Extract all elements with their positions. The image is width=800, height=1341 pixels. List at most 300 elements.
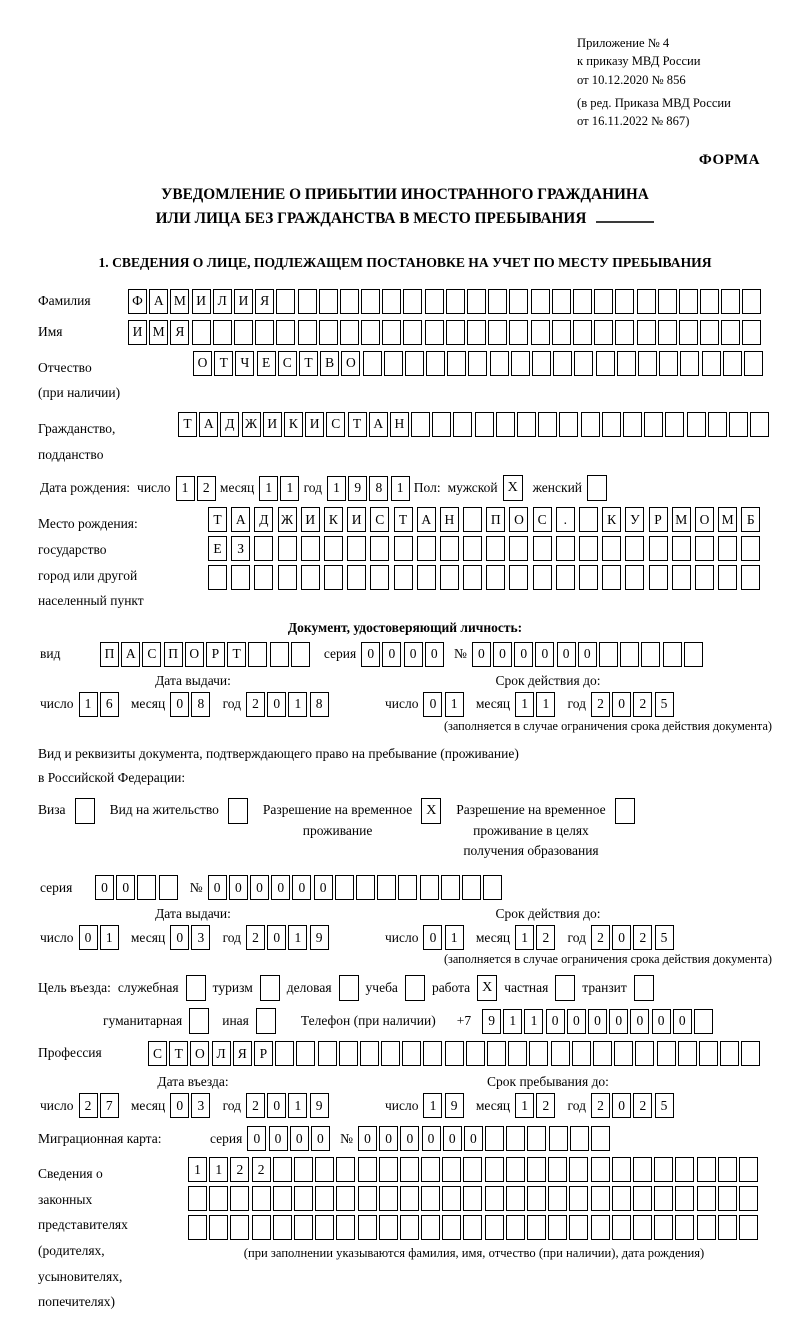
birth-place-row3-input[interactable] [208,565,765,590]
char-cell[interactable]: 0 [116,875,135,900]
char-cell[interactable] [591,1157,610,1182]
char-cell[interactable] [379,1186,398,1211]
char-cell[interactable]: З [231,536,250,561]
char-cell[interactable] [347,536,366,561]
char-cell[interactable]: 0 [95,875,114,900]
char-cell[interactable]: Р [649,507,668,532]
char-cell[interactable] [270,642,289,667]
char-cell[interactable] [699,1041,718,1066]
char-cell[interactable]: 1 [503,1009,522,1034]
char-cell[interactable] [496,412,515,437]
char-cell[interactable]: Е [257,351,276,376]
char-cell[interactable] [462,875,481,900]
char-cell[interactable] [574,351,593,376]
char-cell[interactable]: 1 [445,692,464,717]
char-cell[interactable] [678,1041,697,1066]
char-cell[interactable] [570,1126,589,1151]
char-cell[interactable] [579,507,598,532]
char-cell[interactable] [483,875,502,900]
char-cell[interactable]: 0 [422,1126,441,1151]
char-cell[interactable]: 0 [379,1126,398,1151]
char-cell[interactable] [695,565,714,590]
char-cell[interactable] [531,320,550,345]
birth-day-input[interactable] [176,476,218,501]
char-cell[interactable]: 0 [612,925,631,950]
char-cell[interactable] [637,289,656,314]
char-cell[interactable] [579,536,598,561]
visa-checkbox[interactable] [75,798,95,824]
char-cell[interactable] [442,1215,461,1240]
char-cell[interactable] [658,289,677,314]
char-cell[interactable] [559,412,578,437]
char-cell[interactable] [718,536,737,561]
char-cell[interactable]: О [193,351,212,376]
char-cell[interactable] [741,536,760,561]
char-cell[interactable] [377,875,396,900]
char-cell[interactable]: 5 [655,692,674,717]
char-cell[interactable] [340,320,359,345]
char-cell[interactable] [672,536,691,561]
char-cell[interactable]: 1 [209,1157,228,1182]
char-cell[interactable] [620,642,639,667]
char-cell[interactable] [675,1215,694,1240]
char-cell[interactable]: 0 [79,925,98,950]
char-cell[interactable] [381,1041,400,1066]
char-cell[interactable]: 0 [546,1009,565,1034]
char-cell[interactable]: С [533,507,552,532]
char-cell[interactable]: 0 [267,1093,286,1118]
char-cell[interactable]: 0 [290,1126,309,1151]
purpose-other-checkbox[interactable] [256,1008,276,1034]
char-cell[interactable] [488,320,507,345]
char-cell[interactable] [594,320,613,345]
char-cell[interactable] [445,1041,464,1066]
char-cell[interactable]: 1 [524,1009,543,1034]
char-cell[interactable]: 0 [423,925,442,950]
char-cell[interactable]: 9 [310,925,329,950]
char-cell[interactable] [294,1186,313,1211]
char-cell[interactable] [394,565,413,590]
char-cell[interactable]: 1 [176,476,195,501]
char-cell[interactable] [340,289,359,314]
char-cell[interactable]: 0 [514,642,533,667]
char-cell[interactable] [517,412,536,437]
char-cell[interactable]: 1 [515,925,534,950]
char-cell[interactable]: О [190,1041,209,1066]
char-cell[interactable] [188,1215,207,1240]
char-cell[interactable] [633,1186,652,1211]
char-cell[interactable]: 2 [591,692,610,717]
char-cell[interactable] [446,320,465,345]
char-cell[interactable]: 0 [425,642,444,667]
char-cell[interactable] [358,1215,377,1240]
char-cell[interactable] [708,412,727,437]
char-cell[interactable]: И [301,507,320,532]
id-issue-month-input[interactable] [170,692,212,717]
char-cell[interactable] [614,1041,633,1066]
id-number-input[interactable] [472,642,705,667]
char-cell[interactable] [273,1186,292,1211]
patronymic-input[interactable] [193,351,765,376]
char-cell[interactable]: 0 [609,1009,628,1034]
char-cell[interactable]: М [170,289,189,314]
char-cell[interactable] [729,412,748,437]
stay-until-year-input[interactable] [591,1093,676,1118]
char-cell[interactable]: А [199,412,218,437]
char-cell[interactable] [723,351,742,376]
char-cell[interactable] [527,1215,546,1240]
char-cell[interactable]: Ж [242,412,261,437]
char-cell[interactable]: 0 [247,1126,266,1151]
char-cell[interactable]: П [100,642,119,667]
char-cell[interactable]: О [695,507,714,532]
char-cell[interactable]: 1 [445,925,464,950]
birth-place-row2-input[interactable] [208,536,765,561]
char-cell[interactable]: 0 [314,875,333,900]
char-cell[interactable]: 2 [633,925,652,950]
char-cell[interactable] [599,642,618,667]
char-cell[interactable] [641,642,660,667]
char-cell[interactable] [254,536,273,561]
char-cell[interactable] [426,351,445,376]
char-cell[interactable]: 1 [391,476,410,501]
char-cell[interactable] [718,565,737,590]
char-cell[interactable] [347,565,366,590]
char-cell[interactable]: 6 [100,692,119,717]
char-cell[interactable] [248,642,267,667]
char-cell[interactable] [569,1186,588,1211]
char-cell[interactable] [466,1041,485,1066]
char-cell[interactable] [573,289,592,314]
char-cell[interactable]: 1 [188,1157,207,1182]
char-cell[interactable] [400,1215,419,1240]
char-cell[interactable] [487,1041,506,1066]
char-cell[interactable] [700,320,719,345]
char-cell[interactable]: Т [214,351,233,376]
char-cell[interactable] [742,320,761,345]
char-cell[interactable]: Я [170,320,189,345]
char-cell[interactable]: 2 [536,1093,555,1118]
representatives-row1-input[interactable] [188,1157,760,1182]
profession-input[interactable] [148,1041,762,1066]
char-cell[interactable]: 2 [536,925,555,950]
char-cell[interactable]: М [149,320,168,345]
char-cell[interactable] [420,875,439,900]
char-cell[interactable] [680,351,699,376]
char-cell[interactable] [441,875,460,900]
char-cell[interactable]: 1 [79,692,98,717]
char-cell[interactable]: 2 [79,1093,98,1118]
char-cell[interactable] [623,412,642,437]
char-cell[interactable] [463,1215,482,1240]
char-cell[interactable]: 1 [515,692,534,717]
char-cell[interactable] [658,320,677,345]
char-cell[interactable] [591,1126,610,1151]
char-cell[interactable]: Б [741,507,760,532]
char-cell[interactable] [602,565,621,590]
id-type-input[interactable] [100,642,312,667]
char-cell[interactable] [739,1157,758,1182]
char-cell[interactable] [463,565,482,590]
char-cell[interactable]: 0 [170,692,189,717]
char-cell[interactable]: И [263,412,282,437]
char-cell[interactable] [447,351,466,376]
char-cell[interactable] [254,565,273,590]
char-cell[interactable]: 0 [423,692,442,717]
char-cell[interactable] [548,1215,567,1240]
char-cell[interactable]: 2 [252,1157,271,1182]
char-cell[interactable] [417,565,436,590]
purpose-work-checkbox[interactable]: X [477,975,497,1001]
char-cell[interactable] [425,289,444,314]
char-cell[interactable] [718,1157,737,1182]
char-cell[interactable] [591,1215,610,1240]
char-cell[interactable]: Л [212,1041,231,1066]
char-cell[interactable] [721,320,740,345]
char-cell[interactable] [625,565,644,590]
char-cell[interactable] [421,1186,440,1211]
char-cell[interactable] [694,1009,713,1034]
char-cell[interactable] [617,351,636,376]
char-cell[interactable]: 0 [382,642,401,667]
char-cell[interactable] [423,1041,442,1066]
char-cell[interactable] [273,1157,292,1182]
char-cell[interactable] [552,289,571,314]
char-cell[interactable] [506,1215,525,1240]
char-cell[interactable] [490,351,509,376]
char-cell[interactable] [486,565,505,590]
char-cell[interactable]: С [370,507,389,532]
char-cell[interactable] [440,565,459,590]
char-cell[interactable] [684,642,703,667]
char-cell[interactable]: 2 [633,692,652,717]
char-cell[interactable]: 2 [246,692,265,717]
char-cell[interactable] [276,320,295,345]
char-cell[interactable]: 0 [170,925,189,950]
char-cell[interactable]: 0 [292,875,311,900]
char-cell[interactable] [720,1041,739,1066]
char-cell[interactable] [335,875,354,900]
char-cell[interactable] [556,536,575,561]
char-cell[interactable]: . [556,507,575,532]
char-cell[interactable]: 0 [361,642,380,667]
surname-input[interactable] [128,289,764,314]
char-cell[interactable]: 9 [445,1093,464,1118]
char-cell[interactable] [382,320,401,345]
char-cell[interactable] [553,351,572,376]
char-cell[interactable] [275,1041,294,1066]
char-cell[interactable] [637,320,656,345]
char-cell[interactable] [721,289,740,314]
char-cell[interactable] [159,875,178,900]
char-cell[interactable] [697,1215,716,1240]
char-cell[interactable]: 0 [612,692,631,717]
char-cell[interactable]: 0 [673,1009,692,1034]
char-cell[interactable] [741,1041,760,1066]
char-cell[interactable] [278,565,297,590]
char-cell[interactable] [697,1186,716,1211]
char-cell[interactable] [209,1215,228,1240]
char-cell[interactable]: П [164,642,183,667]
char-cell[interactable] [315,1215,334,1240]
char-cell[interactable] [675,1157,694,1182]
char-cell[interactable]: 0 [400,1126,419,1151]
char-cell[interactable]: 0 [271,875,290,900]
char-cell[interactable] [511,351,530,376]
char-cell[interactable]: И [305,412,324,437]
char-cell[interactable] [702,351,721,376]
char-cell[interactable] [556,565,575,590]
char-cell[interactable] [403,289,422,314]
char-cell[interactable] [400,1157,419,1182]
char-cell[interactable]: 0 [267,692,286,717]
char-cell[interactable]: 2 [591,1093,610,1118]
char-cell[interactable] [370,536,389,561]
char-cell[interactable]: 0 [567,1009,586,1034]
char-cell[interactable] [649,536,668,561]
char-cell[interactable] [633,1215,652,1240]
id-series-input[interactable] [361,642,446,667]
char-cell[interactable]: С [148,1041,167,1066]
char-cell[interactable] [654,1157,673,1182]
char-cell[interactable] [336,1215,355,1240]
char-cell[interactable] [394,536,413,561]
char-cell[interactable]: Т [299,351,318,376]
char-cell[interactable] [358,1157,377,1182]
char-cell[interactable] [657,1041,676,1066]
char-cell[interactable]: 0 [493,642,512,667]
char-cell[interactable] [531,289,550,314]
char-cell[interactable] [358,1186,377,1211]
char-cell[interactable]: О [185,642,204,667]
char-cell[interactable] [442,1186,461,1211]
char-cell[interactable]: 0 [358,1126,377,1151]
char-cell[interactable] [398,875,417,900]
char-cell[interactable]: 2 [246,1093,265,1118]
citizenship-input[interactable] [178,412,771,437]
char-cell[interactable]: 0 [267,925,286,950]
char-cell[interactable] [679,289,698,314]
char-cell[interactable] [573,320,592,345]
char-cell[interactable]: 1 [280,476,299,501]
char-cell[interactable] [533,536,552,561]
char-cell[interactable]: 3 [191,925,210,950]
char-cell[interactable] [485,1126,504,1151]
char-cell[interactable] [318,1041,337,1066]
char-cell[interactable] [679,320,698,345]
char-cell[interactable] [638,351,657,376]
char-cell[interactable] [255,320,274,345]
char-cell[interactable]: С [142,642,161,667]
id-issue-year-input[interactable] [246,692,331,717]
char-cell[interactable] [509,536,528,561]
char-cell[interactable] [718,1215,737,1240]
sex-female-checkbox[interactable] [587,475,607,501]
char-cell[interactable] [252,1215,271,1240]
stay-expiry-day-input[interactable] [423,925,465,950]
char-cell[interactable] [336,1157,355,1182]
char-cell[interactable] [453,412,472,437]
char-cell[interactable] [654,1186,673,1211]
char-cell[interactable] [382,289,401,314]
char-cell[interactable] [421,1215,440,1240]
char-cell[interactable] [468,351,487,376]
char-cell[interactable]: 7 [100,1093,119,1118]
stay-expiry-year-input[interactable] [591,925,676,950]
char-cell[interactable]: А [231,507,250,532]
char-cell[interactable] [273,1215,292,1240]
temp-residence-edu-checkbox[interactable] [615,798,635,824]
purpose-private-checkbox[interactable] [555,975,575,1001]
given-name-input[interactable] [128,320,764,345]
phone-input[interactable] [482,1009,715,1034]
char-cell[interactable]: 0 [652,1009,671,1034]
char-cell[interactable] [625,536,644,561]
char-cell[interactable]: 0 [311,1126,330,1151]
char-cell[interactable]: 0 [535,642,554,667]
char-cell[interactable]: 1 [288,692,307,717]
char-cell[interactable] [665,412,684,437]
char-cell[interactable] [188,1186,207,1211]
char-cell[interactable] [581,412,600,437]
char-cell[interactable] [741,565,760,590]
char-cell[interactable]: 0 [269,1126,288,1151]
char-cell[interactable] [356,875,375,900]
char-cell[interactable]: А [149,289,168,314]
char-cell[interactable] [402,1041,421,1066]
char-cell[interactable] [137,875,156,900]
char-cell[interactable] [739,1215,758,1240]
char-cell[interactable] [569,1215,588,1240]
char-cell[interactable]: Ф [128,289,147,314]
char-cell[interactable] [440,536,459,561]
char-cell[interactable]: Р [206,642,225,667]
char-cell[interactable]: И [234,289,253,314]
entry-month-input[interactable] [170,1093,212,1118]
char-cell[interactable]: 2 [246,925,265,950]
char-cell[interactable] [644,412,663,437]
char-cell[interactable] [294,1157,313,1182]
char-cell[interactable] [425,320,444,345]
char-cell[interactable]: 0 [630,1009,649,1034]
char-cell[interactable] [485,1157,504,1182]
entry-day-input[interactable] [79,1093,121,1118]
char-cell[interactable] [695,536,714,561]
char-cell[interactable]: А [369,412,388,437]
char-cell[interactable]: И [347,507,366,532]
migration-number-input[interactable] [358,1126,612,1151]
char-cell[interactable] [649,565,668,590]
char-cell[interactable] [538,412,557,437]
char-cell[interactable] [298,289,317,314]
char-cell[interactable]: И [128,320,147,345]
char-cell[interactable]: К [284,412,303,437]
char-cell[interactable] [633,1157,652,1182]
char-cell[interactable]: 0 [557,642,576,667]
char-cell[interactable]: 9 [310,1093,329,1118]
char-cell[interactable] [319,289,338,314]
char-cell[interactable] [509,565,528,590]
char-cell[interactable] [532,351,551,376]
char-cell[interactable] [192,320,211,345]
char-cell[interactable] [230,1215,249,1240]
char-cell[interactable] [363,351,382,376]
char-cell[interactable]: О [341,351,360,376]
char-cell[interactable] [615,289,634,314]
char-cell[interactable] [718,1186,737,1211]
char-cell[interactable] [360,1041,379,1066]
char-cell[interactable]: М [672,507,691,532]
